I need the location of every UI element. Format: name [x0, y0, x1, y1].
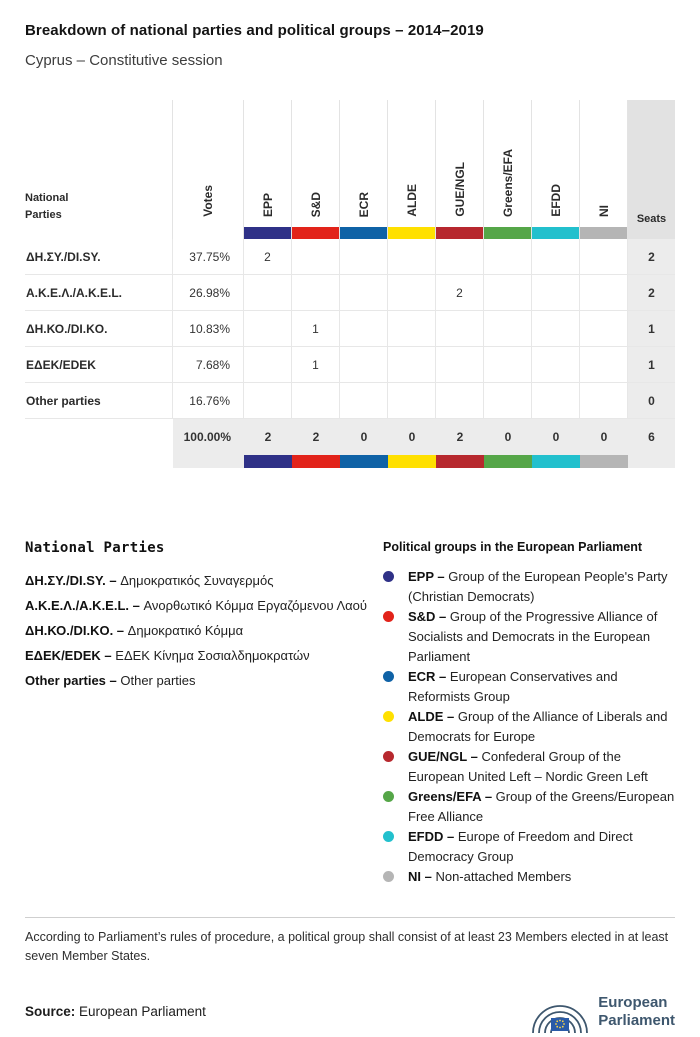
total-group-seats-cell-ecr: 0 — [340, 419, 388, 455]
total-empty-cell — [25, 419, 173, 455]
party-name-cell: Α.Κ.Ε.Λ./A.K.E.L. — [25, 275, 173, 310]
votes-cell: 16.76% — [173, 383, 244, 418]
group-seats-cell-efdd — [532, 383, 580, 418]
group-color-bar — [436, 227, 483, 239]
political-groups-legend-title: Political groups in the European Parliament — [383, 540, 643, 554]
group-header-label: ECR — [356, 191, 371, 217]
group-color-bar — [340, 227, 387, 239]
header-bar-spacer — [628, 227, 675, 239]
seats-total-cell: 2 — [628, 275, 675, 310]
total-color-bar-gue-ngl — [436, 455, 484, 468]
group-legend-code: NI – — [408, 869, 432, 884]
group-seats-cell-ni — [580, 275, 628, 310]
group-seats-cell-ni — [580, 383, 628, 418]
group-column-header-ni — [580, 100, 628, 239]
party-legend-name: ΔΗ.ΣΥ./DI.SY. – — [25, 573, 117, 588]
group-seats-cell-ni — [580, 311, 628, 346]
group-column-header-greens-efa — [484, 100, 532, 239]
group-seats-cell-epp — [244, 383, 292, 418]
group-color-bar — [580, 227, 627, 239]
seats-total-cell: 1 — [628, 347, 675, 382]
european-parliament-logo-mark — [531, 989, 589, 1035]
group-seats-cell-gue-ngl — [436, 311, 484, 346]
group-seats-cell-greens-efa — [484, 383, 532, 418]
group-color-dot — [383, 751, 394, 762]
group-legend-item-gue-ngl — [383, 747, 675, 787]
party-name-cell: Other parties — [25, 383, 173, 418]
party-legend-name: Other parties – — [25, 673, 117, 688]
group-seats-cell-greens-efa — [484, 275, 532, 310]
group-color-bar — [388, 227, 435, 239]
group-legend-text: EPP – Group of the European People's Party (Christian Democrats) — [408, 569, 668, 604]
group-seats-cell-gue-ngl — [436, 239, 484, 274]
group-seats-cell-efdd — [532, 275, 580, 310]
party-legend-item: ΕΔΕΚ/EDEK – ΕΔΕΚ Κίνημα Σοσιαλδημοκρατών — [25, 648, 310, 663]
total-bar-seats — [628, 455, 675, 468]
national-parties-header-label: National Parties — [25, 191, 69, 222]
group-seats-cell-efdd — [532, 347, 580, 382]
total-color-bar-efdd — [532, 455, 580, 468]
group-seats-cell-s-d: 1 — [292, 311, 340, 346]
total-group-seats-cell-ni: 0 — [580, 419, 628, 455]
group-header-label: EPP — [260, 192, 275, 217]
total-color-bar-ni — [580, 455, 628, 468]
group-seats-cell-s-d — [292, 383, 340, 418]
group-seats-cell-ecr — [340, 383, 388, 418]
group-legend-code: S&D – — [408, 609, 447, 624]
group-color-dot — [383, 791, 394, 802]
group-legend-code: Greens/EFA – — [408, 789, 493, 804]
group-legend-text: Greens/EFA – Group of the Greens/European Free Alliance — [408, 789, 675, 824]
group-color-dot — [383, 671, 394, 682]
total-seats-cell: 6 — [628, 419, 675, 455]
group-seats-cell-efdd — [532, 239, 580, 274]
total-group-seats-cell-efdd: 0 — [532, 419, 580, 455]
total-group-seats-cell-epp: 2 — [244, 419, 292, 455]
votes-column-header — [173, 100, 244, 239]
group-color-dot — [383, 571, 394, 582]
group-color-dot — [383, 611, 394, 622]
source-line — [25, 1004, 206, 1019]
group-legend-item-epp — [383, 567, 675, 607]
group-seats-cell-alde — [388, 275, 436, 310]
group-seats-cell-epp — [244, 275, 292, 310]
group-legend-item-ni — [383, 867, 675, 887]
group-legend-item-s-d — [383, 607, 675, 667]
group-header-label: EFDD — [548, 184, 563, 217]
group-seats-cell-alde — [388, 239, 436, 274]
national-parties-legend — [25, 540, 383, 887]
table-row — [25, 311, 675, 347]
votes-cell: 37.75% — [173, 239, 244, 274]
total-color-bar-s-d — [292, 455, 340, 468]
total-color-bar-greens-efa — [484, 455, 532, 468]
group-seats-cell-gue-ngl — [436, 347, 484, 382]
group-legend-code: EFDD – — [408, 829, 455, 844]
table-total-color-bars — [25, 455, 675, 468]
group-header-label: Greens/EFA — [500, 148, 515, 217]
footer — [25, 989, 675, 1035]
group-seats-cell-efdd — [532, 311, 580, 346]
votes-cell: 7.68% — [173, 347, 244, 382]
party-legend-item: Α.Κ.Ε.Λ./A.K.E.L. – Ανορθωτικό Κόμμα Εργαζόμενου Λαού — [25, 598, 368, 613]
group-legend-code: ALDE – — [408, 709, 455, 724]
results-table — [25, 100, 675, 468]
group-header-label: NI — [596, 205, 611, 217]
political-groups-legend — [383, 540, 675, 887]
group-legend-code: EPP – — [408, 569, 445, 584]
group-seats-cell-alde — [388, 383, 436, 418]
table-row — [25, 347, 675, 383]
source-label: Source: — [25, 1004, 76, 1020]
group-header-label: ALDE — [404, 184, 419, 217]
group-color-dot — [383, 711, 394, 722]
group-header-label: GUE/NGL — [452, 162, 467, 217]
total-group-seats-cell-s-d: 2 — [292, 419, 340, 455]
group-seats-cell-ni — [580, 239, 628, 274]
group-legend-item-efdd — [383, 827, 675, 867]
group-seats-cell-s-d — [292, 239, 340, 274]
group-column-header-gue-ngl — [436, 100, 484, 239]
group-column-header-ecr — [340, 100, 388, 239]
group-legend-code: ECR – — [408, 669, 447, 684]
group-seats-cell-greens-efa — [484, 311, 532, 346]
group-seats-cell-greens-efa — [484, 347, 532, 382]
footnote-text: According to Parliament’s rules of procedure, a political group shall consist of at least 23 Members elected in at least seven Member States. — [25, 930, 669, 964]
header-bar-spacer — [25, 227, 172, 239]
group-legend-text: NI – Non-attached Members — [408, 869, 572, 884]
seats-header-label: Seats — [636, 213, 667, 225]
total-color-bar-ecr — [340, 455, 388, 468]
european-parliament-logo — [531, 989, 675, 1035]
group-legend-text: ECR – European Conservatives and Reformists Group — [408, 669, 618, 704]
page-subtitle: Cyprus – Constitutive session — [25, 52, 223, 69]
party-legend-name: ΕΔΕΚ/EDEK – — [25, 648, 112, 663]
total-group-seats-cell-greens-efa: 0 — [484, 419, 532, 455]
logo-text-line1: European — [598, 993, 668, 1011]
group-seats-cell-gue-ngl: 2 — [436, 275, 484, 310]
table-header-row — [25, 100, 675, 239]
group-column-header-s-d — [292, 100, 340, 239]
group-legend-item-greens-efa — [383, 787, 675, 827]
party-legend-name: Α.Κ.Ε.Λ./A.K.E.L. – — [25, 598, 140, 613]
group-seats-cell-ni — [580, 347, 628, 382]
page-title: Breakdown of national parties and political groups – 2014–2019 — [25, 22, 484, 39]
group-legend-text: GUE/NGL – Confederal Group of the European United Left – Nordic Green Left — [408, 749, 648, 784]
divider — [25, 917, 675, 918]
group-column-header-epp — [244, 100, 292, 239]
group-seats-cell-alde — [388, 347, 436, 382]
group-color-bar — [484, 227, 531, 239]
table-corner-header — [25, 100, 173, 239]
group-seats-cell-s-d: 1 — [292, 347, 340, 382]
group-seats-cell-epp — [244, 347, 292, 382]
group-color-bar — [244, 227, 291, 239]
group-seats-cell-alde — [388, 311, 436, 346]
group-color-bar — [292, 227, 339, 239]
logo-text-line2: Parliament — [598, 1011, 675, 1029]
votes-header-label: Votes — [201, 185, 215, 217]
total-group-seats-cell-gue-ngl: 2 — [436, 419, 484, 455]
group-legend-item-alde — [383, 707, 675, 747]
legend-section — [25, 540, 675, 887]
total-bar-votes — [173, 455, 244, 468]
total-group-seats-cell-alde: 0 — [388, 419, 436, 455]
table-row — [25, 275, 675, 311]
group-column-header-efdd — [532, 100, 580, 239]
table-body — [25, 239, 675, 419]
seats-total-cell: 0 — [628, 383, 675, 418]
group-seats-cell-greens-efa — [484, 239, 532, 274]
party-legend-item: ΔΗ.ΣΥ./DI.SY. – Δημοκρατικός Συναγερμός — [25, 573, 274, 588]
party-legend-item: ΔΗ.ΚΟ./DI.KO. – Δημοκρατικό Κόμμα — [25, 623, 244, 638]
group-seats-cell-ecr — [340, 275, 388, 310]
votes-cell: 10.83% — [173, 311, 244, 346]
group-column-header-alde — [388, 100, 436, 239]
seats-total-cell: 1 — [628, 311, 675, 346]
votes-cell: 26.98% — [173, 275, 244, 310]
total-bar-spacer — [25, 455, 173, 468]
group-seats-cell-s-d — [292, 275, 340, 310]
national-parties-legend-title: National Parties — [25, 540, 165, 556]
total-votes-cell: 100.00% — [173, 419, 244, 455]
national-parties-legend-list — [25, 568, 383, 693]
group-seats-cell-ecr — [340, 239, 388, 274]
group-header-label: S&D — [308, 191, 323, 217]
source-value: European Parliament — [79, 1004, 206, 1020]
header-bar-spacer — [173, 227, 243, 239]
party-name-cell: ΔΗ.ΚΟ./DI.KO. — [25, 311, 173, 346]
party-name-cell: ΔΗ.ΣΥ./DI.SY. — [25, 239, 173, 274]
table-row — [25, 383, 675, 419]
table-row — [25, 239, 675, 275]
total-color-bar-epp — [244, 455, 292, 468]
seats-total-cell: 2 — [628, 239, 675, 274]
european-parliament-logo-text — [598, 994, 675, 1030]
group-legend-item-ecr — [383, 667, 675, 707]
party-legend-item: Other parties – Other parties — [25, 673, 196, 688]
table-total-row — [25, 419, 675, 455]
seats-column-header — [628, 100, 675, 239]
party-legend-name: ΔΗ.ΚΟ./DI.KO. – — [25, 623, 125, 638]
group-seats-cell-epp: 2 — [244, 239, 292, 274]
total-color-bar-alde — [388, 455, 436, 468]
group-color-bar — [532, 227, 579, 239]
group-legend-code: GUE/NGL – — [408, 749, 478, 764]
group-color-dot — [383, 831, 394, 842]
group-color-dot — [383, 871, 394, 882]
group-legend-text: S&D – Group of the Progressive Alliance of Socialists and Democrats in the European Parliament — [408, 609, 658, 664]
group-legend-text: EFDD – Europe of Freedom and Direct Democracy Group — [408, 829, 633, 864]
group-seats-cell-gue-ngl — [436, 383, 484, 418]
group-seats-cell-ecr — [340, 311, 388, 346]
group-seats-cell-ecr — [340, 347, 388, 382]
group-seats-cell-epp — [244, 311, 292, 346]
group-legend-text: ALDE – Group of the Alliance of Liberals and Democrats for Europe — [408, 709, 668, 744]
political-groups-legend-list — [383, 567, 675, 887]
party-name-cell: ΕΔΕΚ/EDEK — [25, 347, 173, 382]
